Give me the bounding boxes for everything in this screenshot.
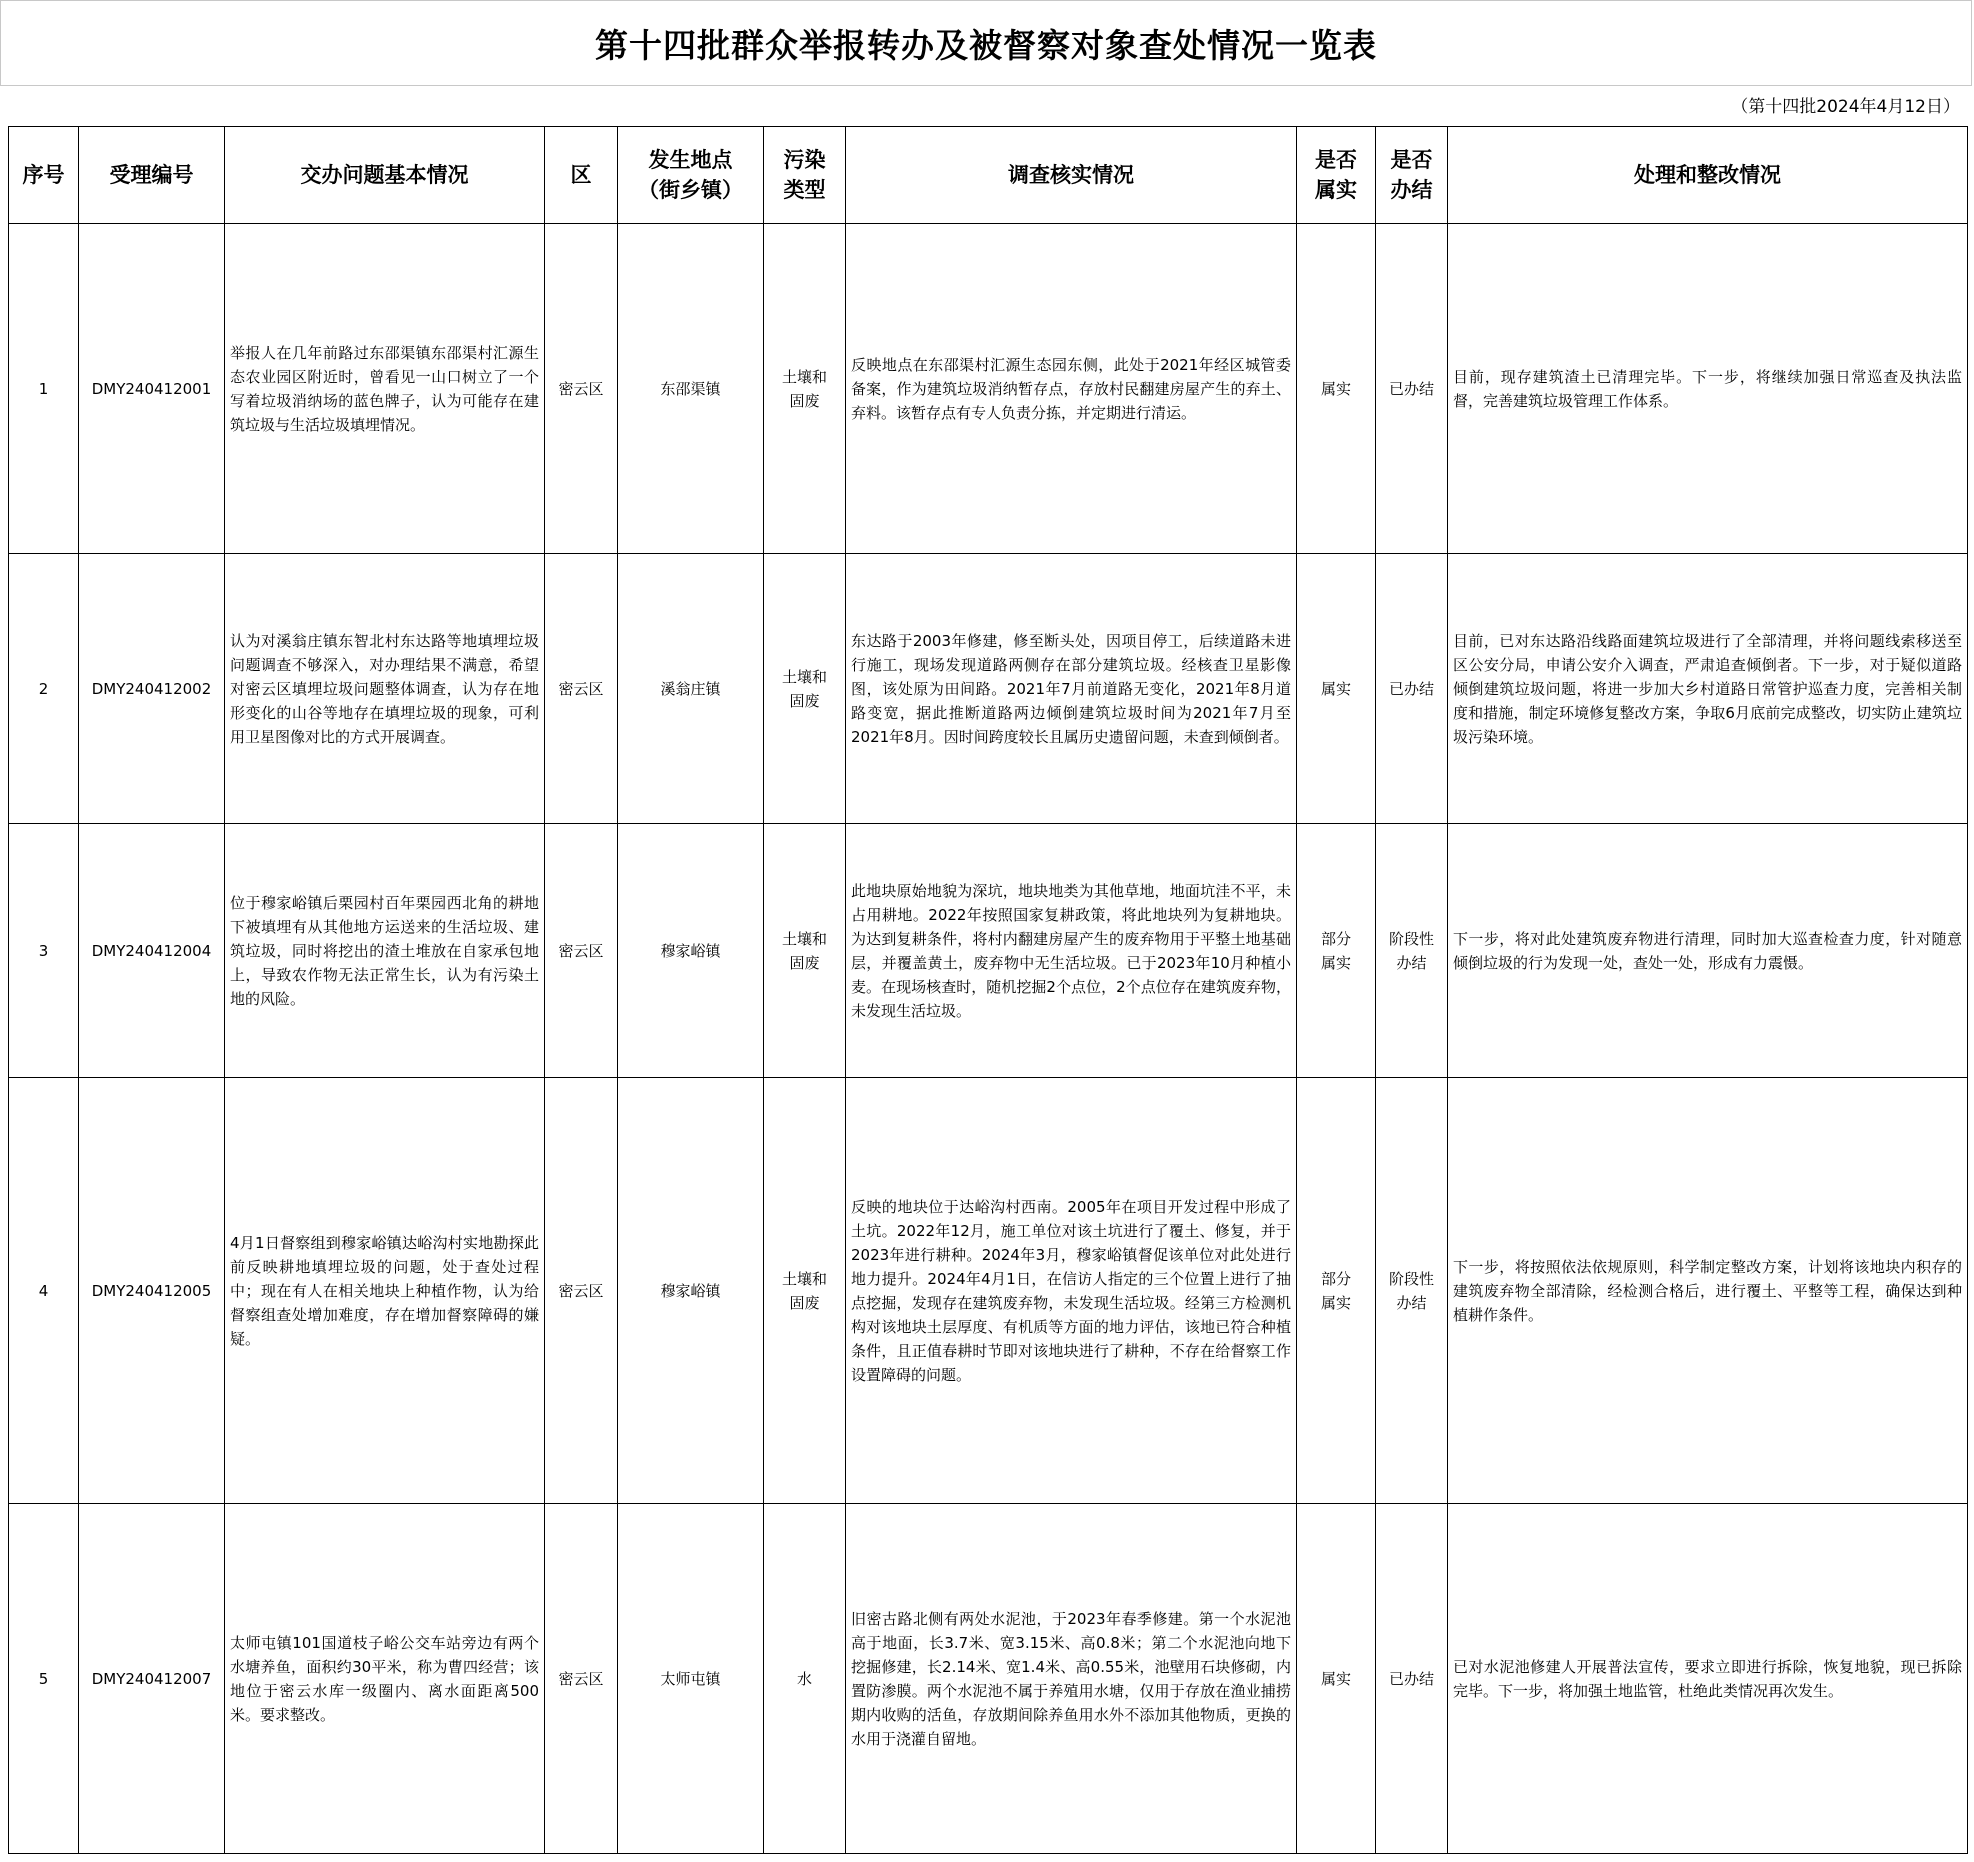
cell-investigation: 此地块原始地貌为深坑，地块地类为其他草地，地面坑洼不平，未占用耕地。2022年按照国家复耕政策，将此地块列为复耕地块。为达到复耕条件，将村内翻建房屋产生的废弃物用于平整土地基础层，并覆盖黄土，废弃物中无生活垃圾。已于2023年10月种植小麦。在现场核查时，随机挖掘2个点位，2个点位存在建筑废弃物，未发现生活垃圾。: [846, 824, 1297, 1078]
cell-handling: 目前，现存建筑渣土已清理完毕。下一步，将继续加强日常巡查及执法监督，完善建筑垃圾管理工作体系。: [1448, 224, 1968, 554]
cell-seq: 1: [9, 224, 79, 554]
table-row: [9, 224, 1968, 554]
cell-seq: 2: [9, 554, 79, 824]
cell-closed: 阶段性 办结: [1376, 824, 1448, 1078]
cell-investigation: 反映地点在东邵渠村汇源生态园东侧，此处于2021年经区城管委备案，作为建筑垃圾消纳暂存点，存放村民翻建房屋产生的弃土、弃料。该暂存点有专人负责分拣，并定期进行清运。: [846, 224, 1297, 554]
cell-location: 太师屯镇: [618, 1504, 764, 1854]
cell-description: 4月1日督察组到穆家峪镇达峪沟村实地勘探此前反映耕地填埋垃圾的问题，处于查处过程中；现在有人在相关地块上种植作物，认为给督察组查处增加难度，存在增加督察障碍的嫌疑。: [225, 1078, 545, 1504]
cell-pollution-type: 土壤和 固废: [764, 554, 846, 824]
cell-district: 密云区: [545, 1078, 618, 1504]
cell-case-id: DMY240412007: [79, 1504, 225, 1854]
cell-location: 穆家峪镇: [618, 1078, 764, 1504]
cell-handling: 目前，已对东达路沿线路面建筑垃圾进行了全部清理，并将问题线索移送至区公安分局，申请公安介入调查，严肃追查倾倒者。下一步，对于疑似道路倾倒建筑垃圾问题，将进一步加大乡村道路日常管护巡查力度，完善相关制度和措施，制定环境修复整改方案，争取6月底前完成整改，切实防止建筑垃圾污染环境。: [1448, 554, 1968, 824]
cell-verified: 部分 属实: [1297, 824, 1376, 1078]
cell-pollution-type: 土壤和 固废: [764, 824, 846, 1078]
cell-location: 溪翁庄镇: [618, 554, 764, 824]
cell-pollution-type: 土壤和 固废: [764, 1078, 846, 1504]
page-title: 第十四批群众举报转办及被督察对象查处情况一览表: [0, 0, 1972, 86]
cell-handling: 已对水泥池修建人开展普法宣传，要求立即进行拆除，恢复地貌，现已拆除完毕。下一步，将加强土地监管，杜绝此类情况再次发生。: [1448, 1504, 1968, 1854]
cell-investigation: 旧密古路北侧有两处水泥池，于2023年春季修建。第一个水泥池高于地面，长3.7米、宽3.15米、高0.8米；第二个水泥池向地下挖掘修建，长2.14米、宽1.4米、高0.55米，池壁用石块修砌，内置防渗膜。两个水泥池不属于养殖用水塘，仅用于存放在渔业捕捞期内收购的活鱼，存放期间除养鱼用水外不添加其他物质，更换的水用于浇灌自留地。: [846, 1504, 1297, 1854]
col-header-closed: 是否 办结: [1376, 127, 1448, 224]
cell-verified: 部分 属实: [1297, 1078, 1376, 1504]
cell-investigation: 反映的地块位于达峪沟村西南。2005年在项目开发过程中形成了土坑。2022年12月，施工单位对该土坑进行了覆土、修复，并于2023年进行耕种。2024年3月，穆家峪镇督促该单位对此处进行地力提升。2024年4月1日，在信访人指定的三个位置上进行了抽点挖掘，发现存在建筑废弃物，未发现生活垃圾。经第三方检测机构对该地块土层厚度、有机质等方面的地力评估，该地已符合种植条件，且正值春耕时节即对该地块进行了耕种，不存在给督察工作设置障碍的问题。: [846, 1078, 1297, 1504]
cell-case-id: DMY240412005: [79, 1078, 225, 1504]
batch-date-note: （第十四批2024年4月12日）: [1731, 97, 1960, 117]
col-header-pollution-type: 污染 类型: [764, 127, 846, 224]
cell-verified: 属实: [1297, 554, 1376, 824]
cell-verified: 属实: [1297, 224, 1376, 554]
cell-verified: 属实: [1297, 1504, 1376, 1854]
cell-closed: 阶段性 办结: [1376, 1078, 1448, 1504]
cell-district: 密云区: [545, 1504, 618, 1854]
cell-description: 举报人在几年前路过东邵渠镇东邵渠村汇源生态农业园区附近时，曾看见一山口树立了一个写着垃圾消纳场的蓝色牌子，认为可能存在建筑垃圾与生活垃圾填埋情况。: [225, 224, 545, 554]
cell-closed: 已办结: [1376, 554, 1448, 824]
cell-district: 密云区: [545, 824, 618, 1078]
cell-pollution-type: 土壤和 固废: [764, 224, 846, 554]
cell-seq: 5: [9, 1504, 79, 1854]
col-header-description: 交办问题基本情况: [225, 127, 545, 224]
col-header-handling: 处理和整改情况: [1448, 127, 1968, 224]
cell-seq: 4: [9, 1078, 79, 1504]
col-header-seq: 序号: [9, 127, 79, 224]
cell-handling: 下一步，将对此处建筑废弃物进行清理，同时加大巡查检查力度，针对随意倾倒垃圾的行为发现一处，查处一处，形成有力震慑。: [1448, 824, 1968, 1078]
cell-district: 密云区: [545, 554, 618, 824]
cell-district: 密云区: [545, 224, 618, 554]
col-header-district: 区: [545, 127, 618, 224]
col-header-location: 发生地点 （街乡镇）: [618, 127, 764, 224]
cell-closed: 已办结: [1376, 1504, 1448, 1854]
cell-description: 认为对溪翁庄镇东智北村东达路等地填埋垃圾问题调查不够深入，对办理结果不满意，希望对密云区填埋垃圾问题整体调查，认为存在地形变化的山谷等地存在填埋垃圾的现象，可利用卫星图像对比的方式开展调查。: [225, 554, 545, 824]
col-header-investigation: 调查核实情况: [846, 127, 1297, 224]
cell-closed: 已办结: [1376, 224, 1448, 554]
cell-description: 位于穆家峪镇后栗园村百年栗园西北角的耕地下被填埋有从其他地方运送来的生活垃圾、建筑垃圾，同时将挖出的渣土堆放在自家承包地上，导致农作物无法正常生长，认为有污染土地的风险。: [225, 824, 545, 1078]
table-row: [9, 1078, 1968, 1504]
cell-handling: 下一步，将按照依法依规原则，科学制定整改方案，计划将该地块内积存的建筑废弃物全部清除，经检测合格后，进行覆土、平整等工程，确保达到种植耕作条件。: [1448, 1078, 1968, 1504]
cell-location: 穆家峪镇: [618, 824, 764, 1078]
cell-case-id: DMY240412002: [79, 554, 225, 824]
table-row: [9, 1504, 1968, 1854]
cell-case-id: DMY240412001: [79, 224, 225, 554]
report-table: [8, 126, 1968, 1854]
header-row: [9, 127, 1968, 224]
col-header-case-id: 受理编号: [79, 127, 225, 224]
table-row: [9, 554, 1968, 824]
table-row: [9, 824, 1968, 1078]
cell-case-id: DMY240412004: [79, 824, 225, 1078]
cell-location: 东邵渠镇: [618, 224, 764, 554]
cell-pollution-type: 水: [764, 1504, 846, 1854]
col-header-verified: 是否 属实: [1297, 127, 1376, 224]
cell-seq: 3: [9, 824, 79, 1078]
cell-description: 太师屯镇101国道枝子峪公交车站旁边有两个水塘养鱼，面积约30平米，称为曹四经营；该地位于密云水库一级圈内、离水面距离500米。要求整改。: [225, 1504, 545, 1854]
cell-investigation: 东达路于2003年修建，修至断头处，因项目停工，后续道路未进行施工，现场发现道路两侧存在部分建筑垃圾。经核查卫星影像图，该处原为田间路。2021年7月前道路无变化，2021年8月道路变宽，据此推断道路两边倾倒建筑垃圾时间为2021年7月至2021年8月。因时间跨度较长且属历史遗留问题，未查到倾倒者。: [846, 554, 1297, 824]
